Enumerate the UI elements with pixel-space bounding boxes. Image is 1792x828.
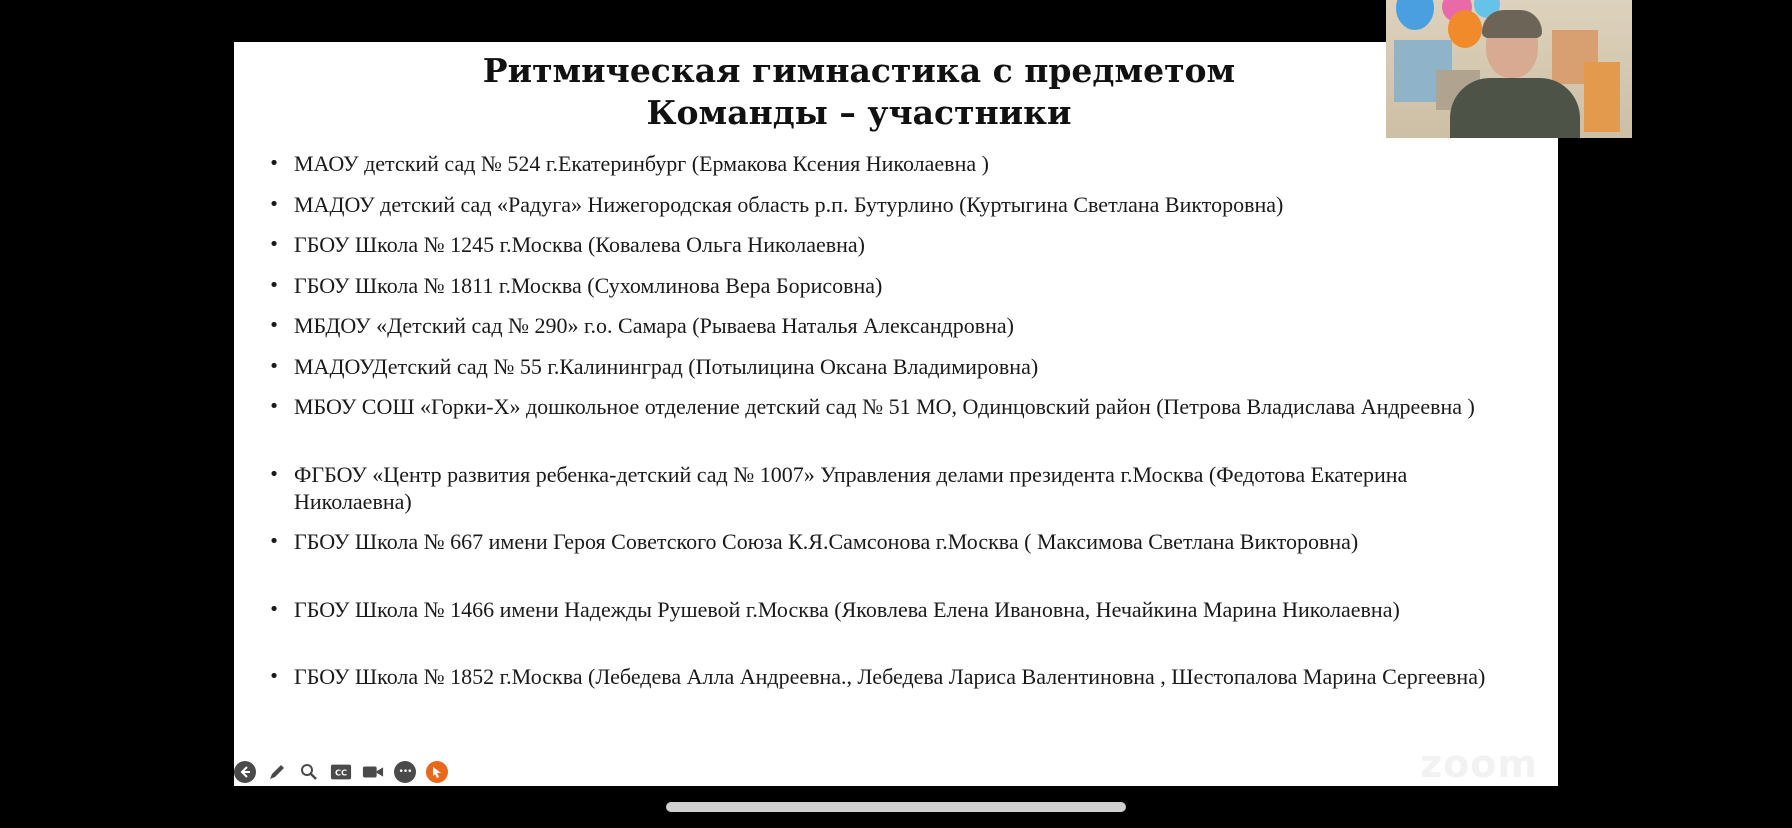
list-item bbox=[266, 191, 1526, 232]
participant-hair bbox=[1482, 10, 1542, 38]
list-item-text: ГБОУ Школа № 1852 г.Москва (Лебедева Алла Андреевна., Лебедева Лариса Валентиновна , Шестопалова Марина Сергеевна) bbox=[294, 664, 1486, 689]
list-item-text: ФГБОУ «Центр развития ребенка-детский сад № 1007» Управления делами президента г.Москва (Федотова Екатерина Николаевна) bbox=[294, 461, 1408, 514]
bullet-icon: • bbox=[268, 463, 280, 485]
list-item bbox=[266, 272, 1526, 313]
search-icon[interactable] bbox=[298, 761, 320, 783]
list-item bbox=[266, 312, 1526, 353]
list-item bbox=[266, 461, 1526, 529]
bullet-icon: • bbox=[268, 396, 280, 417]
more-icon[interactable] bbox=[394, 761, 416, 783]
zoom-watermark: zoom bbox=[1420, 742, 1538, 786]
list-item bbox=[266, 150, 1526, 191]
closed-caption-label: CC bbox=[334, 767, 348, 778]
home-indicator[interactable] bbox=[666, 802, 1126, 812]
slide-title bbox=[234, 50, 1484, 134]
bullet-icon: • bbox=[268, 598, 280, 620]
participant-body bbox=[1450, 78, 1580, 138]
list-item bbox=[266, 528, 1526, 596]
slide-title-line-1: Ритмическая гимнастика с предметом bbox=[482, 51, 1236, 90]
list-item-text: ГБОУ Школа № 667 имени Героя Советского Союза К.Я.Самсонова г.Москва ( Максимова Светлана Викторовна) bbox=[294, 529, 1359, 554]
list-item-text: МАДОУ детский сад «Радуга» Нижегородская область р.п. Бутурлино (Куртыгина Светлана Викторовна) bbox=[294, 191, 1284, 217]
list-item-text: ГБОУ Школа № 1466 имени Надежды Рушевой г.Москва (Яковлева Елена Ивановна, Нечайкина Марина Николаевна) bbox=[294, 596, 1400, 622]
bullet-icon: • bbox=[268, 234, 280, 255]
back-arrow-icon[interactable] bbox=[234, 761, 256, 783]
list-item-text: МАДОУДетский сад № 55 г.Калининград (Потылицина Оксана Владимировна) bbox=[294, 353, 1039, 379]
pointer-icon[interactable] bbox=[426, 761, 448, 783]
list-item-text: ГБОУ Школа № 1811 г.Москва (Сухомлинова Вера Борисовна) bbox=[294, 272, 883, 298]
list-item bbox=[266, 353, 1526, 394]
video-camera-icon[interactable] bbox=[362, 761, 384, 783]
list-item-text: ГБОУ Школа № 1245 г.Москва (Ковалева Ольга Николаевна) bbox=[294, 232, 866, 257]
more-label: ••• bbox=[398, 767, 412, 777]
list-item-text: МАОУ детский сад № 524 г.Екатеринбург (Ермакова Ксения Николаевна ) bbox=[294, 151, 989, 176]
balloon-shape bbox=[1448, 10, 1482, 48]
list-item bbox=[266, 393, 1526, 461]
bullet-icon: • bbox=[268, 355, 280, 377]
wall-poster bbox=[1584, 62, 1620, 132]
presentation-slide bbox=[234, 42, 1558, 786]
bullet-icon: • bbox=[268, 274, 280, 296]
list-item bbox=[266, 231, 1526, 272]
bullet-icon: • bbox=[268, 531, 280, 552]
list-item-text: МБОУ СОШ «Горки-Х» дошкольное отделение детский сад № 51 МО, Одинцовский район (Петрова Владислава Андреевна ) bbox=[294, 394, 1475, 419]
participant-video-tile[interactable] bbox=[1386, 0, 1632, 138]
closed-caption-icon[interactable] bbox=[330, 761, 352, 783]
list-item bbox=[266, 663, 1526, 731]
list-item-text: МБДОУ «Детский сад № 290» г.о. Самара (Рываева Наталья Александровна) bbox=[294, 313, 1014, 338]
annotation-toolbar bbox=[234, 758, 458, 786]
list-item bbox=[266, 596, 1526, 664]
slide-title-line-2: Команды – участники bbox=[646, 93, 1072, 132]
team-list bbox=[266, 150, 1526, 731]
bullet-icon: • bbox=[268, 193, 280, 215]
pencil-icon[interactable] bbox=[266, 761, 288, 783]
bullet-icon: • bbox=[268, 315, 280, 336]
bullet-icon: • bbox=[268, 666, 280, 687]
bullet-icon: • bbox=[268, 153, 280, 174]
